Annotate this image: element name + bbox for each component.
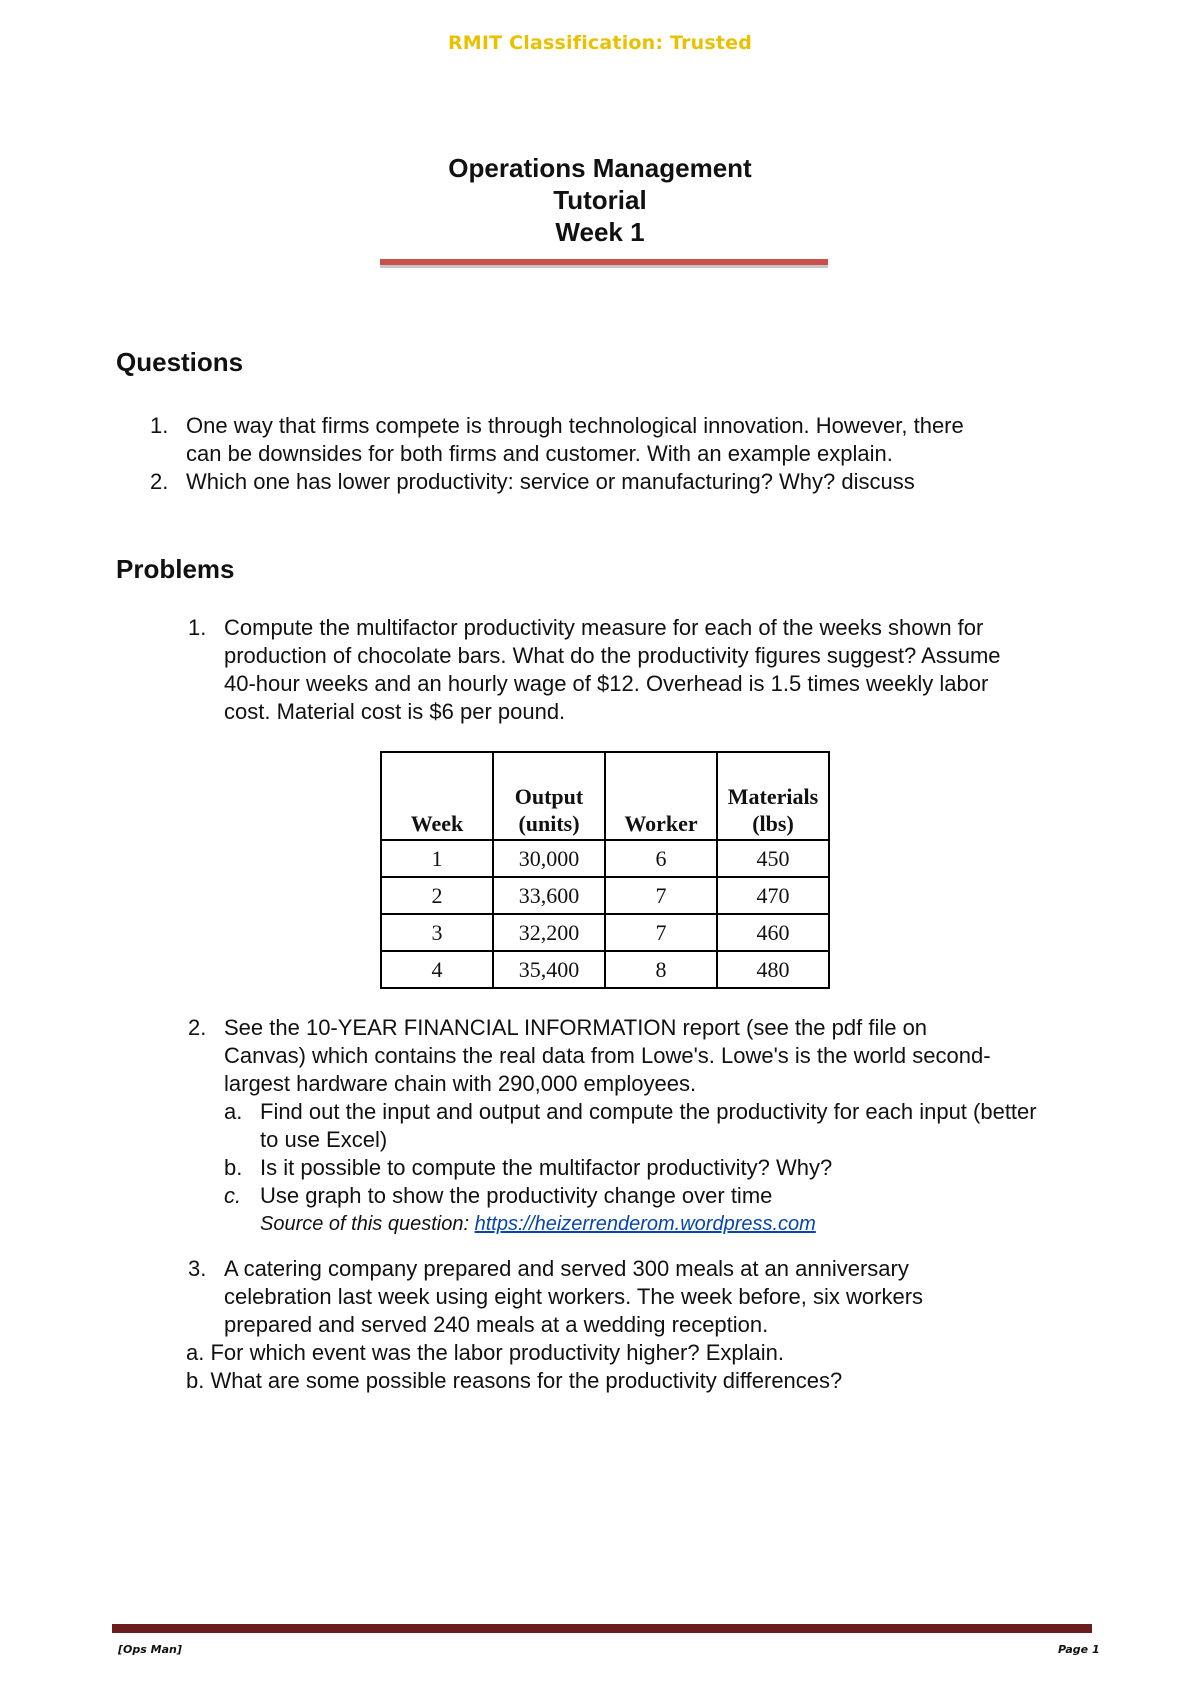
table-header-row (381, 752, 829, 840)
question-2-line-1: Which one has lower productivity: service or manufacturing? Why? discuss (186, 469, 915, 494)
problem-2b-line-1: Is it possible to compute the multifactor productivity? Why? (260, 1155, 833, 1180)
problem-3-line-3: prepared and served 240 meals at a wedding reception. (224, 1312, 769, 1337)
cell-week: 1 (381, 840, 493, 877)
problem-2a-line-1: Find out the input and output and compute the productivity for each input (better (260, 1099, 1037, 1124)
problem-2b-letter: b. (224, 1155, 243, 1180)
problem-2-line-2: Canvas) which contains the real data from Lowe's. Lowe's is the world second- (224, 1043, 991, 1068)
productivity-data-table (380, 751, 830, 989)
question-2-number: 2. (150, 469, 169, 494)
table-row (381, 840, 829, 877)
problem-1-line-3: 40-hour weeks and an hourly wage of $12. Overhead is 1.5 times weekly labor (224, 671, 989, 696)
footer-course-label: [Ops Man] (118, 1643, 182, 1656)
problem-1-number: 1. (188, 615, 207, 640)
cell-materials: 480 (717, 951, 829, 988)
problem-2-number: 2. (188, 1015, 207, 1040)
problem-2a-line-2: to use Excel) (260, 1127, 388, 1152)
problem-3-number: 3. (188, 1256, 207, 1281)
problems-heading: Problems (116, 554, 235, 584)
question-1-line-2: can be downsides for both firms and customer. With an example explain. (186, 441, 893, 466)
table-row (381, 877, 829, 914)
cell-output: 32,200 (493, 914, 605, 951)
cell-materials: 460 (717, 914, 829, 951)
source-link[interactable]: https://heizerrenderom.wordpress.com (474, 1213, 816, 1235)
header-output: Output (units) (493, 752, 605, 840)
problem-2-line-3: largest hardware chain with 290,000 employees. (224, 1071, 697, 1096)
source-label: Source of this question: (260, 1213, 475, 1235)
question-1-line-1: One way that firms compete is through technological innovation. However, there (186, 413, 964, 438)
cell-worker: 7 (605, 877, 717, 914)
table-row (381, 951, 829, 988)
problem-2c-letter: c. (224, 1183, 242, 1208)
cell-week: 4 (381, 951, 493, 988)
problem-2a-letter: a. (224, 1099, 243, 1124)
table-row (381, 914, 829, 951)
problem-3a: a. For which event was the labor productivity higher? Explain. (186, 1340, 784, 1365)
classification-label: RMIT Classification: Trusted (447, 32, 753, 54)
footer-page-number: Page 1 (1058, 1643, 1100, 1656)
problem-1-line-2: production of chocolate bars. What do the productivity figures suggest? Assume (224, 643, 1001, 668)
cell-worker: 8 (605, 951, 717, 988)
cell-week: 3 (381, 914, 493, 951)
title-line-3: Week 1 (555, 217, 645, 247)
cell-output: 35,400 (493, 951, 605, 988)
problem-2-source (260, 1210, 816, 1238)
header-week: Week (381, 752, 493, 840)
problem-1-line-1: Compute the multifactor productivity measure for each of the weeks shown for (224, 615, 984, 640)
problem-3-line-2: celebration last week using eight workers. The week before, six workers (224, 1284, 924, 1309)
cell-output: 30,000 (493, 840, 605, 877)
questions-heading: Questions (116, 347, 244, 377)
cell-output: 33,600 (493, 877, 605, 914)
title-line-1: Operations Management (448, 153, 752, 183)
cell-materials: 450 (717, 840, 829, 877)
footer-divider (112, 1624, 1092, 1633)
problem-3b: b. What are some possible reasons for the productivity differences? (186, 1368, 843, 1393)
title-divider-shadow (380, 265, 828, 268)
problem-2-line-1: See the 10-YEAR FINANCIAL INFORMATION report (see the pdf file on (224, 1015, 928, 1040)
cell-materials: 470 (717, 877, 829, 914)
problem-2c-line-1: Use graph to show the productivity change over time (260, 1183, 773, 1208)
header-worker: Worker (605, 752, 717, 840)
header-materials: Materials (lbs) (717, 752, 829, 840)
cell-worker: 7 (605, 914, 717, 951)
document-title (0, 152, 1200, 248)
problem-1-line-4: cost. Material cost is $6 per pound. (224, 699, 566, 724)
question-1-number: 1. (150, 413, 169, 438)
cell-week: 2 (381, 877, 493, 914)
problem-3-line-1: A catering company prepared and served 300 meals at an anniversary (224, 1256, 909, 1281)
title-line-2: Tutorial (553, 185, 647, 215)
cell-worker: 6 (605, 840, 717, 877)
